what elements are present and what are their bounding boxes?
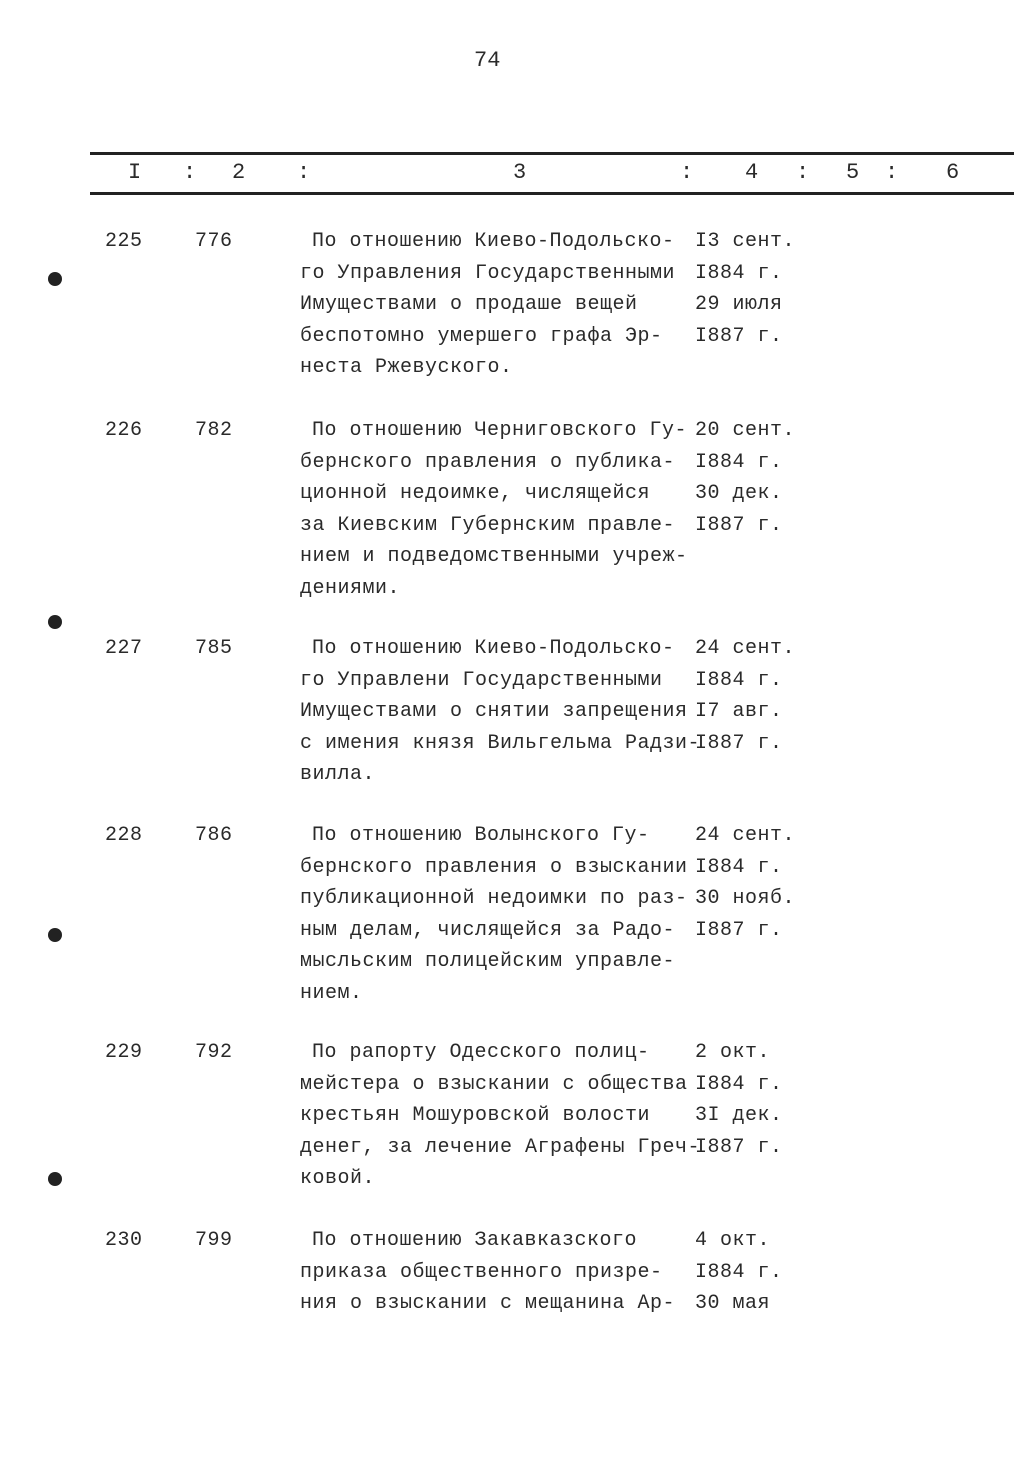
description-line: Имуществами о продаше вещей	[300, 293, 638, 316]
item-dates	[695, 1225, 783, 1320]
description-line: неста Ржевуского.	[300, 356, 513, 379]
date-line: 4 окт.	[695, 1229, 771, 1252]
date-line: 24 сент.	[695, 637, 796, 660]
description-line: По отношению Волынского Гу-	[312, 824, 650, 847]
description-line: мейстера о взыскании с общества	[300, 1072, 688, 1096]
file-reference-number: 782	[195, 419, 233, 442]
item-number: 228	[105, 824, 143, 847]
description-line: с имения князя Вильгельма Радзи-	[300, 731, 701, 755]
date-line: I3 сент.	[695, 230, 796, 253]
date-line: I884 г.	[695, 855, 783, 879]
date-line: I887 г.	[695, 324, 783, 348]
item-description	[300, 633, 700, 791]
description-line: ковой.	[300, 1167, 376, 1190]
item-dates	[695, 633, 795, 759]
date-line: I887 г.	[695, 1135, 783, 1159]
page-number: 74	[474, 48, 501, 73]
description-line: публикационной недоимки по раз-	[300, 887, 688, 910]
description-line: ным делам, числящейся за Радо-	[300, 918, 676, 942]
column-4-header: 4	[745, 160, 759, 185]
item-description	[300, 1037, 700, 1195]
column-separator: :	[183, 160, 197, 185]
column-1-header: I	[128, 160, 142, 185]
file-reference-number: 776	[195, 230, 233, 253]
date-line: I7 авг.	[695, 700, 783, 723]
column-6-header: 6	[946, 160, 960, 185]
file-reference-number: 799	[195, 1229, 233, 1252]
item-description	[300, 820, 688, 1009]
description-line: вилла.	[300, 763, 376, 786]
column-5-header: 5	[846, 160, 860, 185]
binding-hole-mark	[48, 272, 62, 286]
date-line: I884 г.	[695, 668, 783, 692]
column-2-header: 2	[232, 160, 246, 185]
binding-hole-mark	[48, 615, 62, 629]
binding-hole-mark	[48, 1172, 62, 1186]
description-line: дениями.	[300, 576, 401, 600]
description-line: бернского правления о публика-	[300, 450, 676, 474]
binding-hole-mark	[48, 928, 62, 942]
item-number: 227	[105, 637, 143, 660]
date-line: 3I дек.	[695, 1104, 783, 1127]
date-line: I887 г.	[695, 731, 783, 755]
description-line: нием.	[300, 981, 363, 1005]
description-line: По рапорту Одесского полиц-	[312, 1041, 650, 1064]
column-separator: :	[796, 160, 810, 185]
table-header-top-rule	[90, 152, 1014, 155]
description-line: По отношению Черниговского Гу-	[312, 419, 688, 442]
file-reference-number: 786	[195, 824, 233, 847]
column-3-header: 3	[513, 160, 527, 185]
description-line: бернского правления о взыскании	[300, 855, 688, 879]
table-header-bottom-rule	[90, 192, 1014, 195]
description-line: мысльским полицейским управле-	[300, 950, 676, 973]
file-reference-number: 785	[195, 637, 233, 660]
date-line: 24 сент.	[695, 824, 796, 847]
item-number: 225	[105, 230, 143, 253]
item-dates	[695, 820, 795, 946]
date-line: 30 мая	[695, 1292, 771, 1315]
description-line: нием и подведомственными учреж-	[300, 545, 688, 568]
file-reference-number: 792	[195, 1041, 233, 1064]
item-dates	[695, 1037, 783, 1163]
date-line: 20 сент.	[695, 419, 796, 442]
date-line: I884 г.	[695, 1072, 783, 1096]
date-line: I884 г.	[695, 1260, 783, 1284]
date-line: I884 г.	[695, 450, 783, 474]
description-line: крестьян Мошуровской волости	[300, 1104, 651, 1127]
date-line: I887 г.	[695, 918, 783, 942]
item-dates	[695, 415, 795, 541]
date-line: 2 окт.	[695, 1041, 771, 1064]
date-line: I887 г.	[695, 513, 783, 537]
date-line: 29 июля	[695, 293, 783, 316]
description-line: По отношению Киево-Подольско-	[312, 637, 675, 660]
description-line: денег, за лечение Аграфены Греч-	[300, 1135, 701, 1159]
column-separator: :	[297, 160, 311, 185]
description-line: беспотомно умершего графа Эр-	[300, 324, 663, 348]
date-line: I884 г.	[695, 261, 783, 285]
date-line: 30 нояб.	[695, 887, 796, 910]
description-line: По отношению Киево-Подольско-	[312, 230, 675, 253]
item-dates	[695, 226, 795, 352]
description-line: ния о взыскании с мещанина Ар-	[300, 1292, 676, 1315]
item-description	[300, 415, 688, 604]
description-line: Имуществами о снятии запрещения	[300, 700, 688, 723]
description-line: го Управлени Государственными	[300, 668, 663, 692]
date-line: 30 дек.	[695, 482, 783, 505]
item-number: 226	[105, 419, 143, 442]
description-line: ционной недоимке, числящейся	[300, 482, 651, 505]
description-line: приказа общественного призре-	[300, 1260, 663, 1284]
description-line: го Управления Государственными	[300, 261, 676, 285]
item-description	[300, 226, 675, 384]
column-separator: :	[885, 160, 899, 185]
item-description	[300, 1225, 675, 1320]
description-line: за Киевским Губернским правле-	[300, 513, 676, 537]
item-number: 229	[105, 1041, 143, 1064]
item-number: 230	[105, 1229, 143, 1252]
column-separator: :	[680, 160, 694, 185]
description-line: По отношению Закавказского	[312, 1229, 638, 1252]
